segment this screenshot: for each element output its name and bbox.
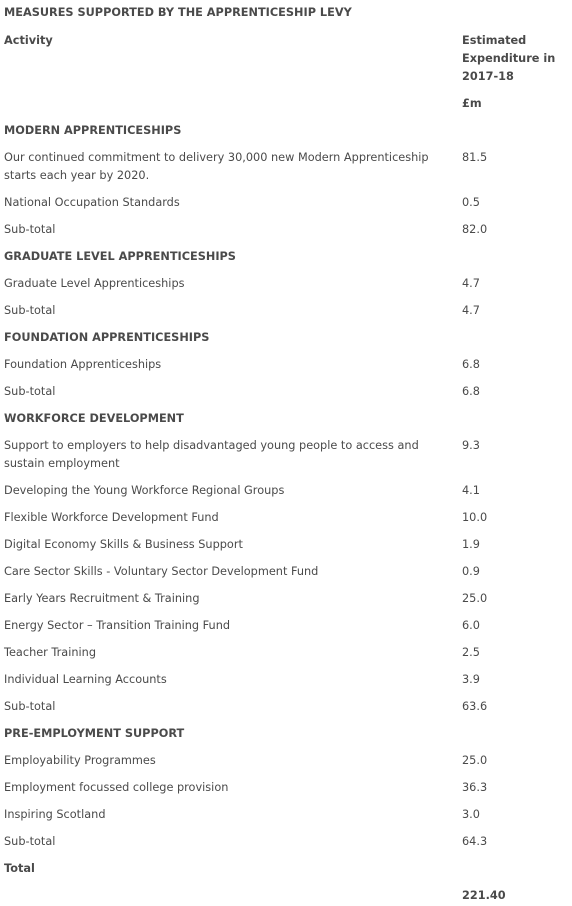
expenditure-cell: 3.0 [462, 808, 480, 821]
activity-cell: Individual Learning Accounts [4, 673, 167, 686]
activity-cell: Our continued commitment to delivery 30,000 new Modern Apprenticeship starts each year by 2020. [4, 151, 429, 182]
activity-cell: Energy Sector – Transition Training Fund [4, 619, 231, 632]
section-heading: FOUNDATION APPRENTICESHIPS [4, 331, 210, 344]
activity-cell: Early Years Recruitment & Training [4, 592, 200, 605]
expenditure-cell: 0.5 [462, 196, 480, 209]
activity-cell: Sub-total [4, 304, 56, 317]
activity-cell: Developing the Young Workforce Regional Groups [4, 484, 285, 497]
unit-label: £m [462, 97, 482, 110]
activity-cell: Foundation Apprenticeships [4, 358, 162, 371]
activity-cell: Care Sector Skills - Voluntary Sector Development Fund [4, 565, 319, 578]
grand-total-value: 221.40 [462, 889, 506, 902]
activity-cell: Digital Economy Skills & Business Support [4, 538, 243, 551]
expenditure-column-header: Estimated Expenditure in 2017-18 [462, 34, 556, 83]
activity-cell: Teacher Training [4, 646, 96, 659]
expenditure-cell: 2.5 [462, 646, 480, 659]
expenditure-cell: 0.9 [462, 565, 480, 578]
expenditure-cell: 3.9 [462, 673, 480, 686]
activity-cell: Flexible Workforce Development Fund [4, 511, 219, 524]
section-heading: MODERN APPRENTICESHIPS [4, 124, 182, 137]
expenditure-cell: 4.7 [462, 304, 480, 317]
expenditure-cell: 6.0 [462, 619, 480, 632]
expenditure-cell: 1.9 [462, 538, 480, 551]
section-heading: GRADUATE LEVEL APPRENTICESHIPS [4, 250, 236, 263]
activity-cell: Inspiring Scotland [4, 808, 106, 821]
activity-cell: Support to employers to help disadvantaged young people to access and sustain employment [4, 439, 419, 470]
activity-cell: Sub-total [4, 223, 56, 236]
expenditure-cell: 10.0 [462, 511, 488, 524]
expenditure-cell: 64.3 [462, 835, 488, 848]
expenditure-cell: 82.0 [462, 223, 488, 236]
expenditure-cell: 6.8 [462, 358, 480, 371]
activity-cell: Sub-total [4, 835, 56, 848]
expenditure-cell: 25.0 [462, 592, 488, 605]
section-heading: PRE-EMPLOYMENT SUPPORT [4, 727, 185, 740]
expenditure-cell: 36.3 [462, 781, 488, 794]
table-caption: MEASURES SUPPORTED BY THE APPRENTICESHIP LEVY [4, 6, 352, 19]
expenditure-cell: 6.8 [462, 385, 480, 398]
expenditure-cell: 4.7 [462, 277, 480, 290]
expenditure-cell: 9.3 [462, 439, 480, 452]
expenditure-cell: 25.0 [462, 754, 488, 767]
section-heading: WORKFORCE DEVELOPMENT [4, 412, 184, 425]
section-heading: Total [4, 862, 35, 875]
activity-cell: Graduate Level Apprenticeships [4, 277, 185, 290]
activity-cell: Sub-total [4, 700, 56, 713]
activity-cell: Employability Programmes [4, 754, 156, 767]
expenditure-cell: 81.5 [462, 151, 488, 164]
activity-cell: Sub-total [4, 385, 56, 398]
activity-cell: Employment focussed college provision [4, 781, 229, 794]
activity-cell: National Occupation Standards [4, 196, 180, 209]
activity-column-header: Activity [4, 34, 53, 47]
expenditure-cell: 63.6 [462, 700, 488, 713]
expenditure-cell: 4.1 [462, 484, 480, 497]
